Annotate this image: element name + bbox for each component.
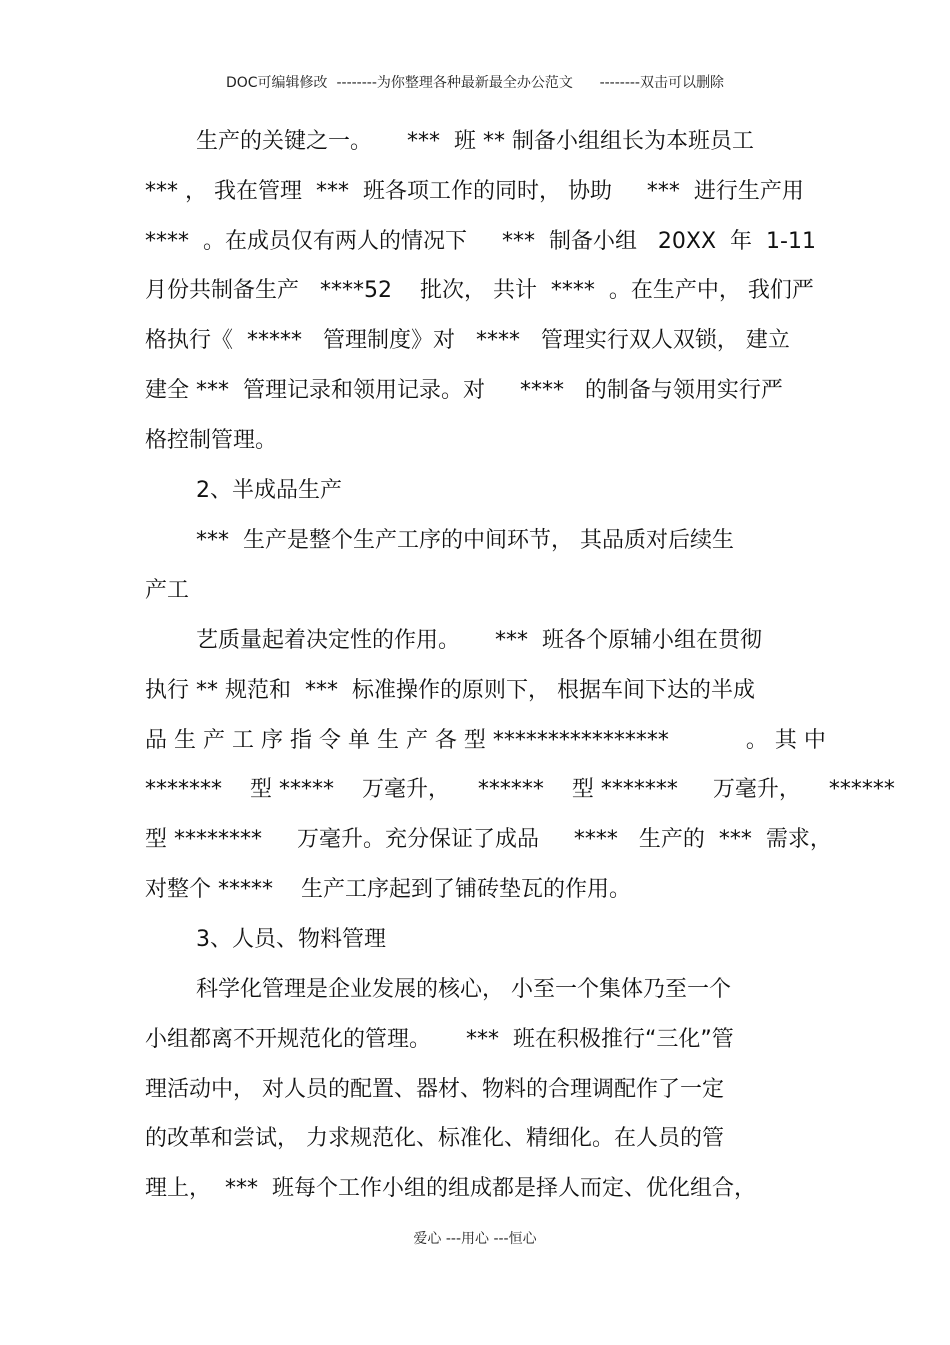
page-footer: 爱心 ---用心 ---恒心 <box>413 1231 537 1247</box>
page-header: DOC可编辑修改 --------为你整理各种最新最全办公范文 --------双击可以删除 <box>225 75 724 91</box>
body-line: 型 ******** 万毫升。充分保证了成品 **** 生产的 *** 需求， <box>145 827 832 852</box>
section-heading: 2、半成品生产 <box>196 478 342 503</box>
body-line: 科学化管理是企业发展的核心， 小至一个集体乃至一个 <box>196 977 731 1002</box>
body-line: *** ， 我在管理 *** 班各项工作的同时， 协助 *** 进行生产用 <box>145 179 804 204</box>
section-heading: 3、人员、物料管理 <box>196 927 386 952</box>
body-line: 小组都离不开规范化的管理。 *** 班在积极推行“三化”管 <box>145 1027 734 1052</box>
body-line: 执行 ** 规范和 *** 标准操作的原则下， 根据车间下达的半成 <box>145 678 755 703</box>
body-line: 月份共制备生产 ****52 批次， 共计 **** 。在生产中， 我们严 <box>145 278 814 303</box>
body-line: 的改革和尝试， 力求规范化、标准化、精细化。在人员的管 <box>145 1126 724 1151</box>
body-line: 理上， *** 班每个工作小组的组成都是择人而定、优化组合， <box>145 1176 756 1201</box>
body-line: 格执行《 ***** 管理制度》对 **** 管理实行双人双锁， 建立 <box>145 328 790 353</box>
body-line: 建全 *** 管理记录和领用记录。对 **** 的制备与领用实行严 <box>145 378 783 403</box>
body-line: ******* 型 ***** 万毫升， ****** 型 ******* 万毫升， ****** <box>145 777 895 802</box>
body-line: **** 。在成员仅有两人的情况下 *** 制备小组 20XX 年 1-11 <box>145 229 816 254</box>
body-line: 产工 <box>145 578 190 603</box>
body-line: *** 生产是整个生产工序的中间环节， 其品质对后续生 <box>196 528 734 553</box>
body-line: 对整个 ***** 生产工序起到了铺砖垫瓦的作用。 <box>145 877 631 902</box>
body-line: 艺质量起着决定性的作用。 *** 班各个原辅小组在贯彻 <box>196 628 762 653</box>
body-line: 格控制管理。 <box>145 428 278 453</box>
body-line: 理活动中， 对人员的配置、器材、物料的合理调配作了一定 <box>145 1077 724 1102</box>
body-line: 生产的关键之一。 *** 班 ** 制备小组组长为本班员工 <box>196 129 754 154</box>
body-line: 品 生 产 工 序 指 令 单 生 产 各 型 **************** 。 其 中 <box>145 728 826 753</box>
